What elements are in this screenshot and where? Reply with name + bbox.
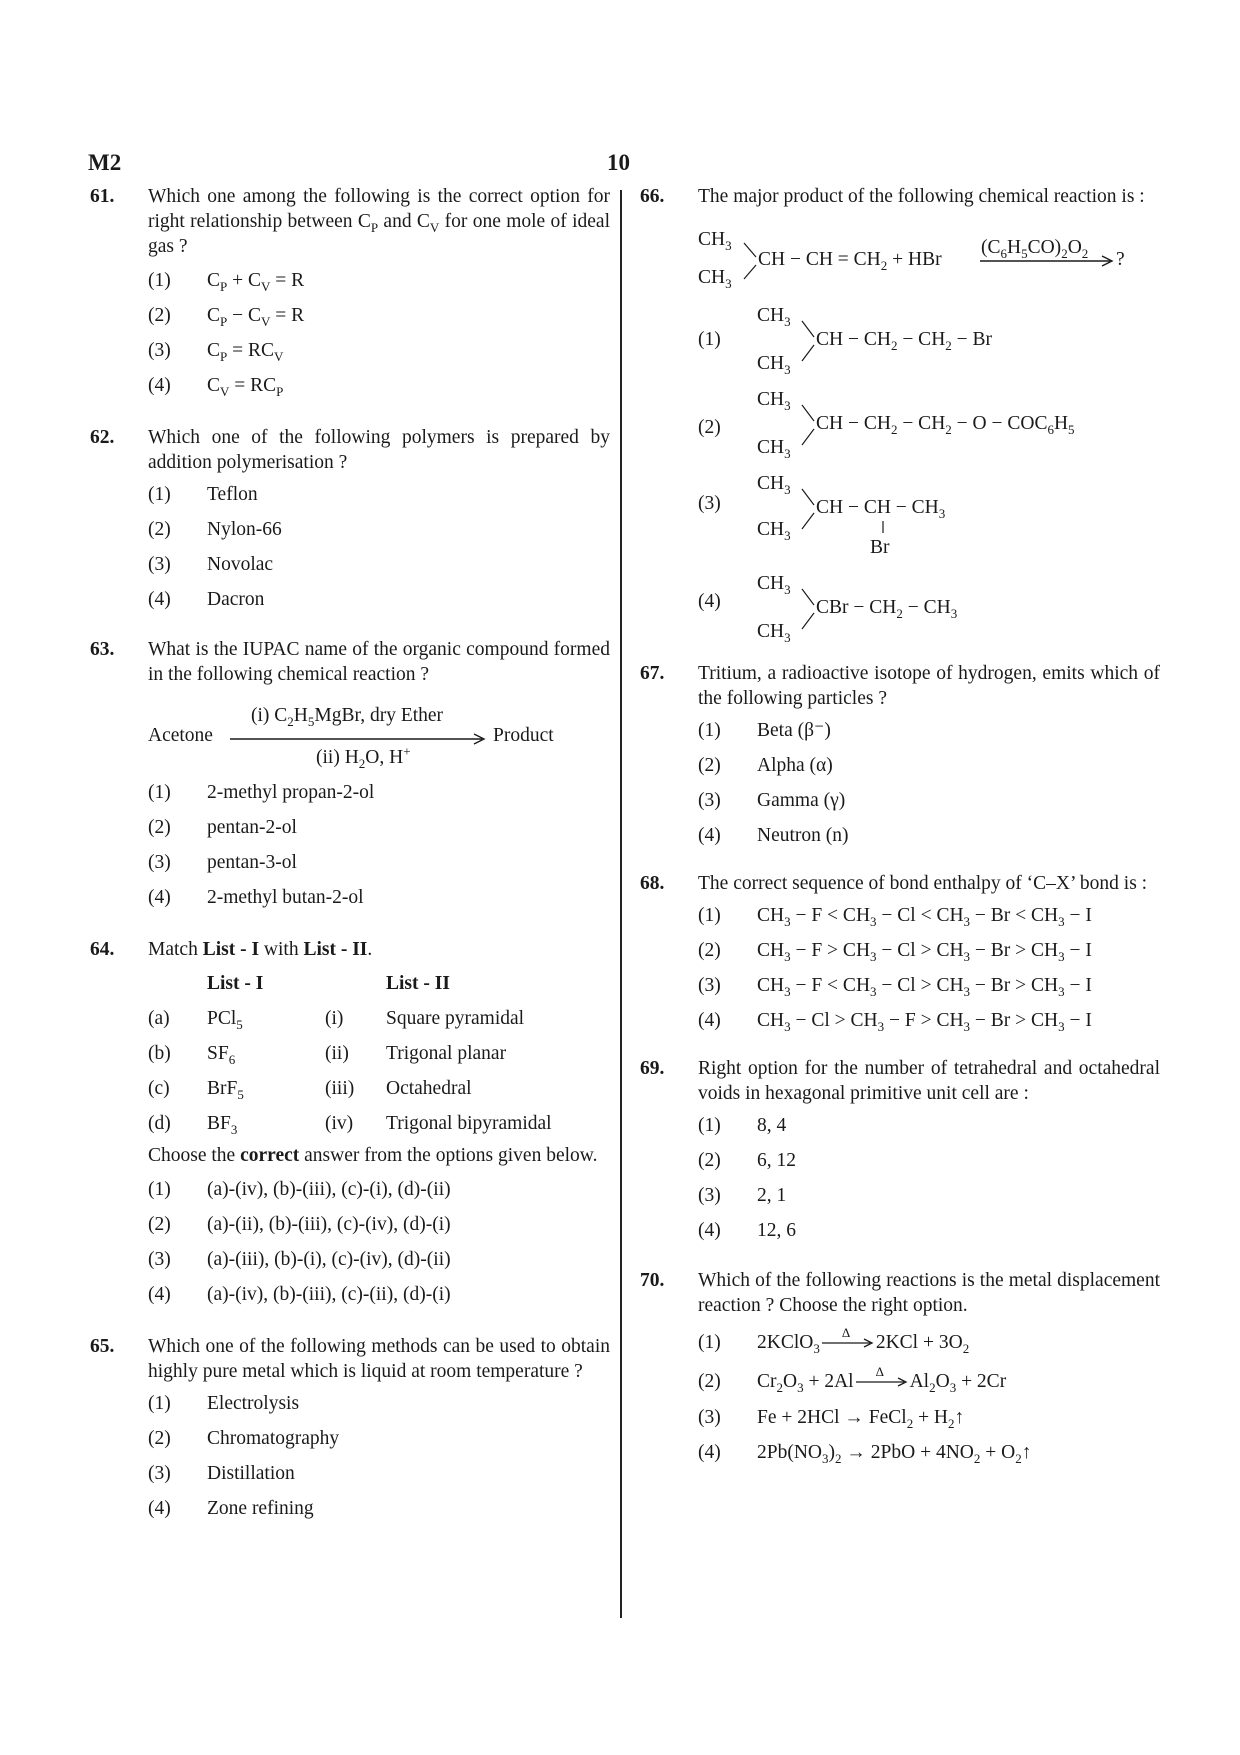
option-2[interactable]: (2) $CH_3 - F > CH_3 - Cl > CH_3 - Br > CH_3 - I$ — [698, 940, 1092, 964]
question-number: 63. — [90, 639, 115, 660]
question-69 — [640, 1056, 1160, 1248]
option-4[interactable]: (4) $CH_3$ $CH_3$ CBr − $CH_2 - CH_3$ — [698, 573, 958, 645]
options — [148, 1386, 610, 1526]
question-63 — [90, 637, 610, 915]
option-3[interactable]: (3) Gamma (γ) — [698, 790, 846, 811]
question-number: 66. — [640, 186, 665, 207]
reagent-2: (ii) $H_2O$, H+ — [316, 743, 411, 771]
match-table — [148, 966, 610, 1141]
question-64 — [90, 937, 610, 1312]
option-3[interactable]: (3) Novolac — [148, 554, 274, 575]
question-text: What is the IUPAC name of the organic compound formed in the following chemical reaction ? — [148, 639, 610, 685]
question-text: Which one of the following methods can be used to obtain highly pure metal which is liquid at room temperature ? — [148, 1336, 610, 1382]
match-row: (d) $BF_3$ (iv) Trigonal bipyramidal — [148, 1113, 552, 1137]
options — [698, 1108, 1160, 1248]
option-1[interactable]: (1) (a)-(iv), (b)-(iii), (c)-(i), (d)-(ii) — [148, 1179, 451, 1200]
option-2[interactable]: (2) (a)-(ii), (b)-(iii), (c)-(iv), (d)-(i) — [148, 1214, 451, 1235]
option-4[interactable]: (4) $C_V = RC_P$ — [148, 375, 284, 399]
option-4[interactable]: (4) $CH_3 - Cl > CH_3 - F > CH_3 - Br > CH_3 - I$ — [698, 1010, 1092, 1034]
question-number: 64. — [90, 939, 115, 960]
question-text: The correct sequence of bond enthalpy of ‘C–X’ bond is : — [698, 873, 1148, 894]
option-3[interactable]: (3) Distillation — [148, 1463, 295, 1484]
question-text: Which one of the following polymers is prepared by addition polymerisation ? — [148, 427, 610, 473]
match-row: (b) $SF_6$ (ii) Trigonal planar — [148, 1043, 507, 1067]
reactant: Acetone — [148, 725, 213, 746]
options — [698, 898, 1160, 1038]
question-number: 70. — [640, 1270, 665, 1291]
option-4[interactable]: (4) Dacron — [148, 589, 265, 610]
options — [698, 1322, 1160, 1470]
options — [148, 263, 610, 403]
option-2[interactable]: (2) Alpha (α) — [698, 755, 833, 776]
match-row: (a) PCl$_5$ (i) Square pyramidal — [148, 1008, 525, 1032]
question-text: Tritium, a radioactive isotope of hydrogen, emits which of the following particles ? — [698, 663, 1160, 709]
option-3[interactable]: (3) $CH_3 - F < CH_3 - Cl > CH_3 - Br > CH_3 - I$ — [698, 975, 1092, 999]
reaction-scheme — [148, 695, 610, 769]
question-67 — [640, 661, 1160, 853]
options — [148, 477, 610, 617]
option-3[interactable]: (3) 2, 1 — [698, 1185, 787, 1206]
option-4[interactable]: (4) $2Pb(NO_3)_2 \to 2PbO + 4NO_2$ + $O_2↑$ — [698, 1442, 1032, 1466]
question-number: 62. — [90, 427, 115, 448]
option-1[interactable]: (1) 2KClO$_3$ Δ $2KCl + 3O_2$ — [698, 1325, 970, 1356]
reaction-arrow — [230, 733, 490, 745]
option-4[interactable]: (4) 12, 6 — [698, 1220, 796, 1241]
option-2[interactable]: (2) pentan-2-ol — [148, 817, 297, 838]
match-row: (c) BrF$_5$ (iii) Octahedral — [148, 1078, 472, 1102]
option-1[interactable]: (1) $CH_3$ $CH_3$ CH − $CH_2 - CH_2 - Br$ — [698, 305, 993, 377]
option-1[interactable]: (1) Beta (β⁻) — [698, 720, 831, 741]
option-2[interactable]: (2) $C_P - C_V = R$ — [148, 305, 305, 329]
question-61 — [90, 184, 610, 403]
option-4[interactable]: (4) 2-methyl butan-2-ol — [148, 887, 364, 908]
instruction-text: Choose the correct answer from the options given below. — [148, 1145, 598, 1166]
option-2[interactable]: (2) $Cr_2O_3 + 2Al$ Δ $Al_2O_3 + 2Cr$ — [698, 1364, 1007, 1395]
reaction-equation: $CH_3$ $CH_3$ CH − CH = $CH_2$ + HBr $(C_6H_5CO)_2O_2$ ? — [698, 229, 1125, 291]
product: Product — [493, 725, 554, 746]
option-1[interactable]: (1) 2-methyl propan-2-ol — [148, 782, 375, 803]
question-number: 65. — [90, 1336, 115, 1357]
question-text: Which one among the following is the correct option for right relationship between $C_P$ and $C_V$ for one mole of ideal gas ? — [148, 186, 610, 257]
right-column — [640, 184, 1160, 1470]
question-text: Which of the following reactions is the metal displacement reaction ? Choose the right option. — [698, 1270, 1160, 1316]
question-65 — [90, 1334, 610, 1526]
option-4[interactable]: (4) (a)-(iv), (b)-(iii), (c)-(ii), (d)-(i) — [148, 1284, 451, 1305]
question-number: 61. — [90, 186, 115, 207]
option-2[interactable]: (2) 6, 12 — [698, 1150, 796, 1171]
match-header: List - I List - II — [207, 973, 450, 994]
option-3[interactable]: (3) $CH_3$ $CH_3$ CH − CH − $CH_3$ Br — [698, 473, 946, 558]
question-70 — [640, 1268, 1160, 1470]
left-column — [90, 184, 610, 1526]
question-text: Right option for the number of tetrahedral and octahedral voids in hexagonal primitive unit cell are : — [698, 1058, 1160, 1104]
option-1[interactable]: (1) $CH_3 - F < CH_3 - Cl < CH_3 - Br < CH_3 - I$ — [698, 905, 1092, 929]
paper-code: M2 — [88, 150, 122, 175]
reagent-1: (i) $C_2H_5MgBr$, dry Ether — [251, 705, 444, 729]
option-1[interactable]: (1) $C_P + C_V = R$ — [148, 270, 305, 294]
question-text: Match List - I with List - II. — [148, 939, 373, 960]
option-4[interactable]: (4) Zone refining — [148, 1498, 314, 1519]
question-68 — [640, 871, 1160, 1038]
option-3[interactable]: (3) pentan-3-ol — [148, 852, 297, 873]
question-number: 69. — [640, 1058, 665, 1079]
options — [148, 1172, 610, 1312]
option-1[interactable]: (1) 8, 4 — [698, 1115, 787, 1136]
question-number: 67. — [640, 663, 665, 684]
options — [148, 775, 610, 915]
option-3[interactable]: (3) $C_P = RC_V$ — [148, 340, 284, 364]
option-2[interactable]: (2) Chromatography — [148, 1428, 340, 1449]
option-3[interactable]: (3) Fe + 2HCl → FeCl$_2$ + $H_2↑$ — [698, 1407, 965, 1431]
option-2[interactable]: (2) Nylon-66 — [148, 519, 282, 540]
option-2[interactable]: (2) $CH_3$ $CH_3$ CH − $CH_2 - CH_2 - O - COC_6H_5$ — [698, 389, 1075, 461]
question-66 — [640, 184, 1160, 655]
option-4[interactable]: (4) Neutron (n) — [698, 825, 849, 846]
page-number: 10 — [607, 150, 630, 175]
option-3[interactable]: (3) (a)-(iii), (b)-(i), (c)-(iv), (d)-(ii) — [148, 1249, 451, 1270]
column-divider — [620, 190, 622, 1618]
option-1[interactable]: (1) Teflon — [148, 484, 258, 505]
question-number: 68. — [640, 873, 665, 894]
question-62 — [90, 425, 610, 617]
option-1[interactable]: (1) Electrolysis — [148, 1393, 300, 1414]
options — [698, 713, 1160, 853]
question-text: The major product of the following chemical reaction is : — [698, 186, 1145, 207]
